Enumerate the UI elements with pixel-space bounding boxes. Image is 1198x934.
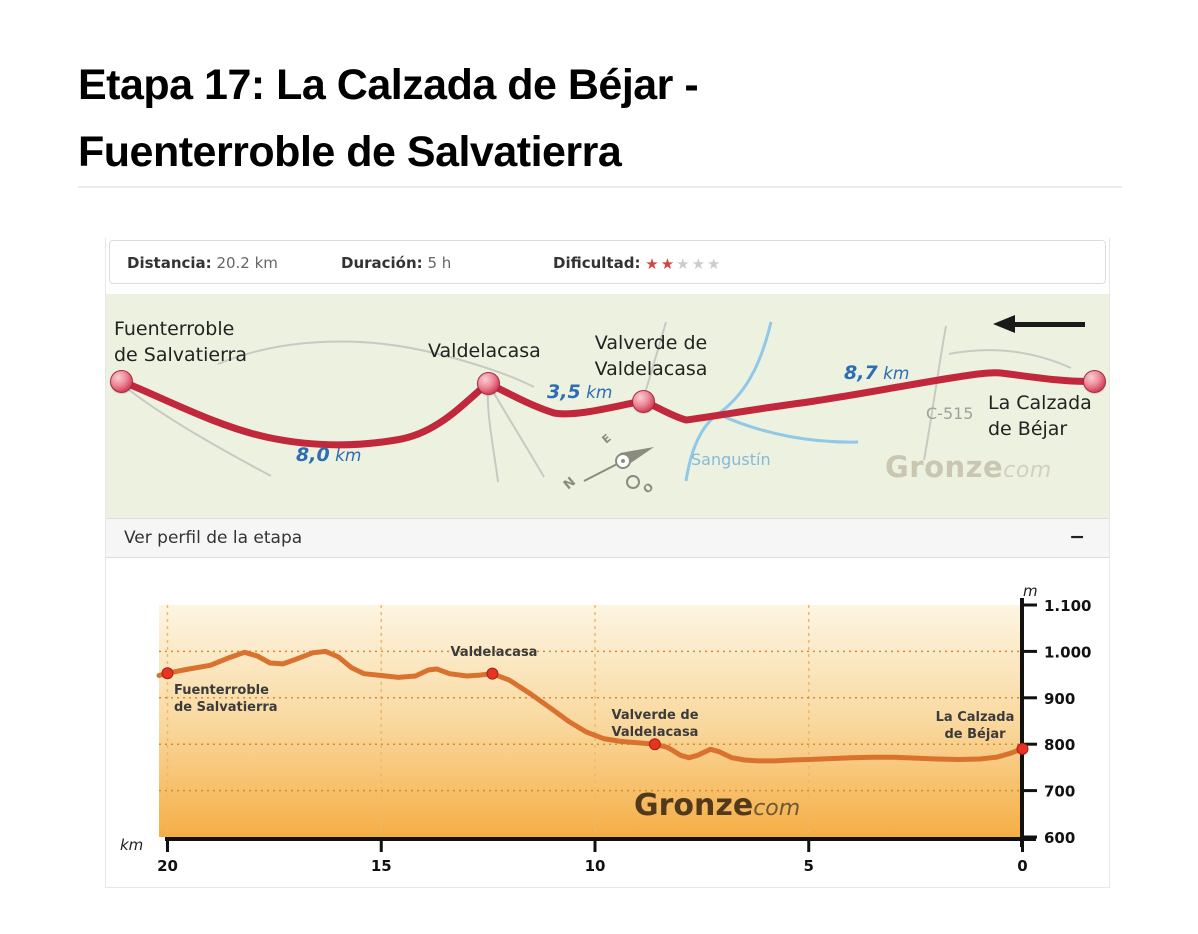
svg-text:5: 5 bbox=[803, 857, 814, 875]
star-icon: ★ bbox=[645, 255, 661, 273]
svg-text:0: 0 bbox=[1017, 857, 1028, 875]
duration-value: 5 h bbox=[427, 254, 452, 272]
map-label-fuenterroble: Fuenterroble de Salvatierra bbox=[114, 318, 248, 366]
stage-info-bar bbox=[109, 240, 1106, 284]
svg-text:1.100: 1.100 bbox=[1044, 597, 1092, 615]
chart-watermark: Gronzecom bbox=[634, 788, 801, 823]
map-label-la-calzada: La Calzada de Béjar bbox=[988, 392, 1092, 440]
star-icon: ★ bbox=[660, 255, 677, 273]
compass-o: O bbox=[640, 480, 657, 497]
distance-label: Distancia: bbox=[127, 254, 212, 272]
difficulty-info bbox=[553, 254, 723, 273]
distance-value: 20.2 km bbox=[216, 254, 278, 272]
profile-toggle-label: Ver perfil de la etapa bbox=[124, 528, 303, 548]
road-ref-label: C-515 bbox=[926, 404, 974, 423]
profile-toggle-bar[interactable] bbox=[106, 518, 1109, 558]
distance-info bbox=[127, 254, 278, 272]
svg-text:900: 900 bbox=[1044, 689, 1076, 708]
title-divider bbox=[78, 186, 1122, 188]
stage-map bbox=[106, 294, 1109, 518]
svg-text:20: 20 bbox=[157, 857, 178, 875]
duration-label: Duración: bbox=[341, 254, 423, 272]
svg-text:1.000: 1.000 bbox=[1044, 643, 1092, 662]
direction-arrow-icon bbox=[993, 315, 1085, 333]
chart-label-valdelacasa: Valdelacasa bbox=[450, 645, 538, 660]
chart-label-fuenterroble: Fuenterroble de Salvatierra bbox=[174, 683, 278, 715]
svg-text:km: km bbox=[120, 836, 144, 854]
page-title-line1: Etapa 17: La Calzada de Béjar - bbox=[78, 61, 699, 109]
difficulty-label: Dificultad: bbox=[553, 254, 641, 272]
compass-e: E bbox=[599, 431, 614, 447]
segment-distance-1: 8,0 km bbox=[296, 444, 362, 466]
difficulty-stars-icon bbox=[645, 255, 722, 273]
duration-info bbox=[341, 254, 451, 272]
compass-icon bbox=[561, 432, 656, 497]
page-title-line2: Fuenterroble de Salvatierra bbox=[78, 128, 622, 176]
chart-label-valverde: Valverde de Valdelacasa bbox=[611, 708, 699, 740]
map-watermark: Gronzecom bbox=[885, 450, 1052, 484]
segment-distance-2: 3,5 km bbox=[547, 381, 613, 403]
svg-text:15: 15 bbox=[370, 857, 392, 875]
compass-n: N bbox=[560, 474, 579, 494]
svg-text:m: m bbox=[1023, 582, 1038, 600]
chart-label-la-calzada: La Calzada de Béjar bbox=[935, 710, 1015, 742]
map-marker-valdelacasa bbox=[477, 372, 500, 395]
svg-text:10: 10 bbox=[584, 857, 606, 875]
svg-text:600: 600 bbox=[1044, 829, 1076, 847]
map-marker-fuenterroble bbox=[110, 370, 133, 393]
page-title bbox=[78, 52, 1128, 186]
collapse-minus-icon[interactable]: − bbox=[1069, 526, 1085, 548]
river-label: Sangustín bbox=[691, 450, 771, 469]
elevation-chart bbox=[106, 558, 1109, 887]
segment-distance-3: 8,7 km bbox=[844, 362, 910, 384]
star-icon: ★ bbox=[707, 255, 723, 273]
svg-text:700: 700 bbox=[1044, 782, 1076, 801]
map-label-valverde: Valverde de Valdelacasa bbox=[594, 332, 708, 380]
star-icon: ★ bbox=[676, 255, 692, 273]
star-icon: ★ bbox=[691, 255, 708, 273]
stage-card bbox=[105, 238, 1110, 888]
map-label-valdelacasa: Valdelacasa bbox=[428, 340, 541, 362]
map-marker-valverde bbox=[632, 390, 655, 413]
svg-text:800: 800 bbox=[1044, 736, 1076, 755]
